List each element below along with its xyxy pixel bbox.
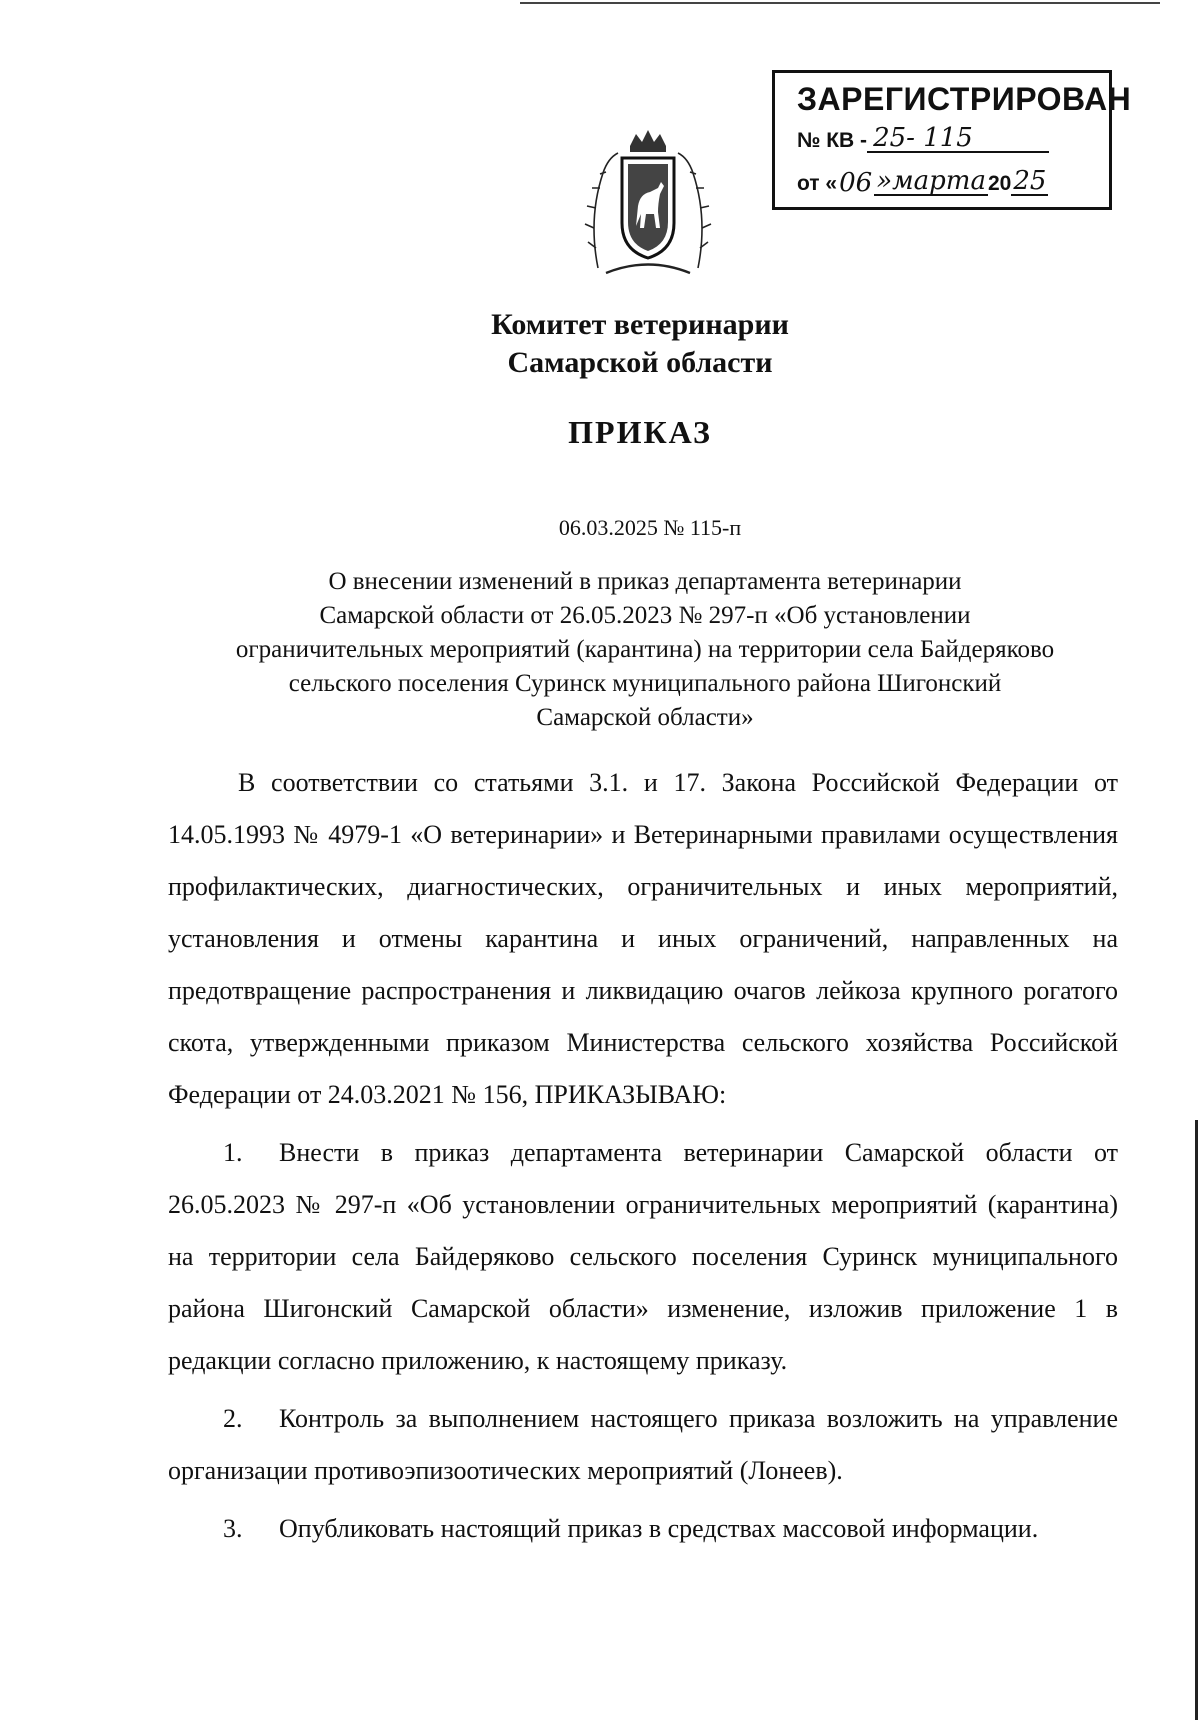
order-item-text: Внести в приказ департамента ветеринарии Самарской области от 26.05.2023 № 297-п «Об установлении ограничительных мероприятий (карантина) на территории села Байдеряково сельского поселения Суринск муниципального района Шигонский Самарской области» изменение, изложив приложение 1 в редакции согласно приложению, к настоящему приказу.	[168, 1138, 1118, 1375]
preamble-paragraph: В соответствии со статьями 3.1. и 17. Закона Российской Федерации от 14.05.1993 № 4979-1 «О ветеринарии» и Ветеринарными правилами осуществления профилактических, диагностических, ограничительных и иных мероприятий, установления и отмены карантина и иных ограничений, направленных на предотвращение распространения и ликвидацию очагов лейкоза крупного рогатого скота, утвержденными приказом Министерства сельского хозяйства Российской Федерации от 24.03.2021 № 156, ПРИКАЗЫВАЮ:	[168, 768, 1118, 1109]
subject-line: сельского поселения Суринск муниципального района Шигонский	[288, 670, 1002, 697]
stamp-date-year-suffix: 25	[1013, 166, 1047, 196]
document-body	[168, 757, 1118, 1555]
order-item-text: Контроль за выполнением настоящего приказа возложить на управление организации противоэпизоотических мероприятий (Лонеев).	[168, 1404, 1118, 1485]
order-item	[168, 1127, 1118, 1387]
organization-name-line1: Комитет ветеринарии	[491, 308, 789, 341]
order-item-text: Опубликовать настоящий приказ в средствах массовой информации.	[279, 1514, 1039, 1543]
scan-top-line	[520, 2, 1160, 4]
scan-edge-shadow	[1195, 1120, 1198, 1720]
stamp-number-row	[797, 125, 1049, 153]
document-type: ПРИКАЗ	[568, 414, 712, 450]
coat-of-arms-icon	[578, 128, 718, 278]
order-item	[168, 1503, 1118, 1555]
stamp-date-row	[797, 168, 1048, 196]
organization-name	[0, 306, 1200, 382]
subject-line: Самарской области»	[536, 704, 754, 731]
order-item-number: 3.	[223, 1514, 243, 1543]
order-item	[168, 1393, 1118, 1497]
stamp-number-handwritten: 25- 115	[867, 125, 1049, 153]
stamp-title: ЗАРЕГИСТРИРОВАН	[797, 81, 1132, 117]
subject-line: ограничительных мероприятий (карантина) на территории села Байдеряково	[235, 636, 1055, 663]
stamp-date-prefix: от «	[797, 172, 838, 195]
stamp-date-year-prefix: 20	[987, 172, 1012, 195]
stamp-number-label: № КВ -	[797, 129, 868, 152]
stamp-date-day: 06	[839, 168, 873, 198]
order-item-number: 2.	[223, 1404, 243, 1433]
subject-line: О внесении изменений в приказ департамента ветеринарии	[328, 568, 962, 595]
order-item-number: 1.	[223, 1138, 243, 1167]
document-subject	[170, 565, 1120, 735]
subject-line: Самарской области от 26.05.2023 № 297-п «Об установлении	[319, 602, 971, 629]
registration-stamp	[772, 70, 1132, 210]
document-date-number: 06.03.2025 № 115-п	[558, 515, 742, 540]
stamp-date-month: »марта	[876, 166, 986, 196]
organization-name-line2: Самарской области	[507, 346, 773, 379]
